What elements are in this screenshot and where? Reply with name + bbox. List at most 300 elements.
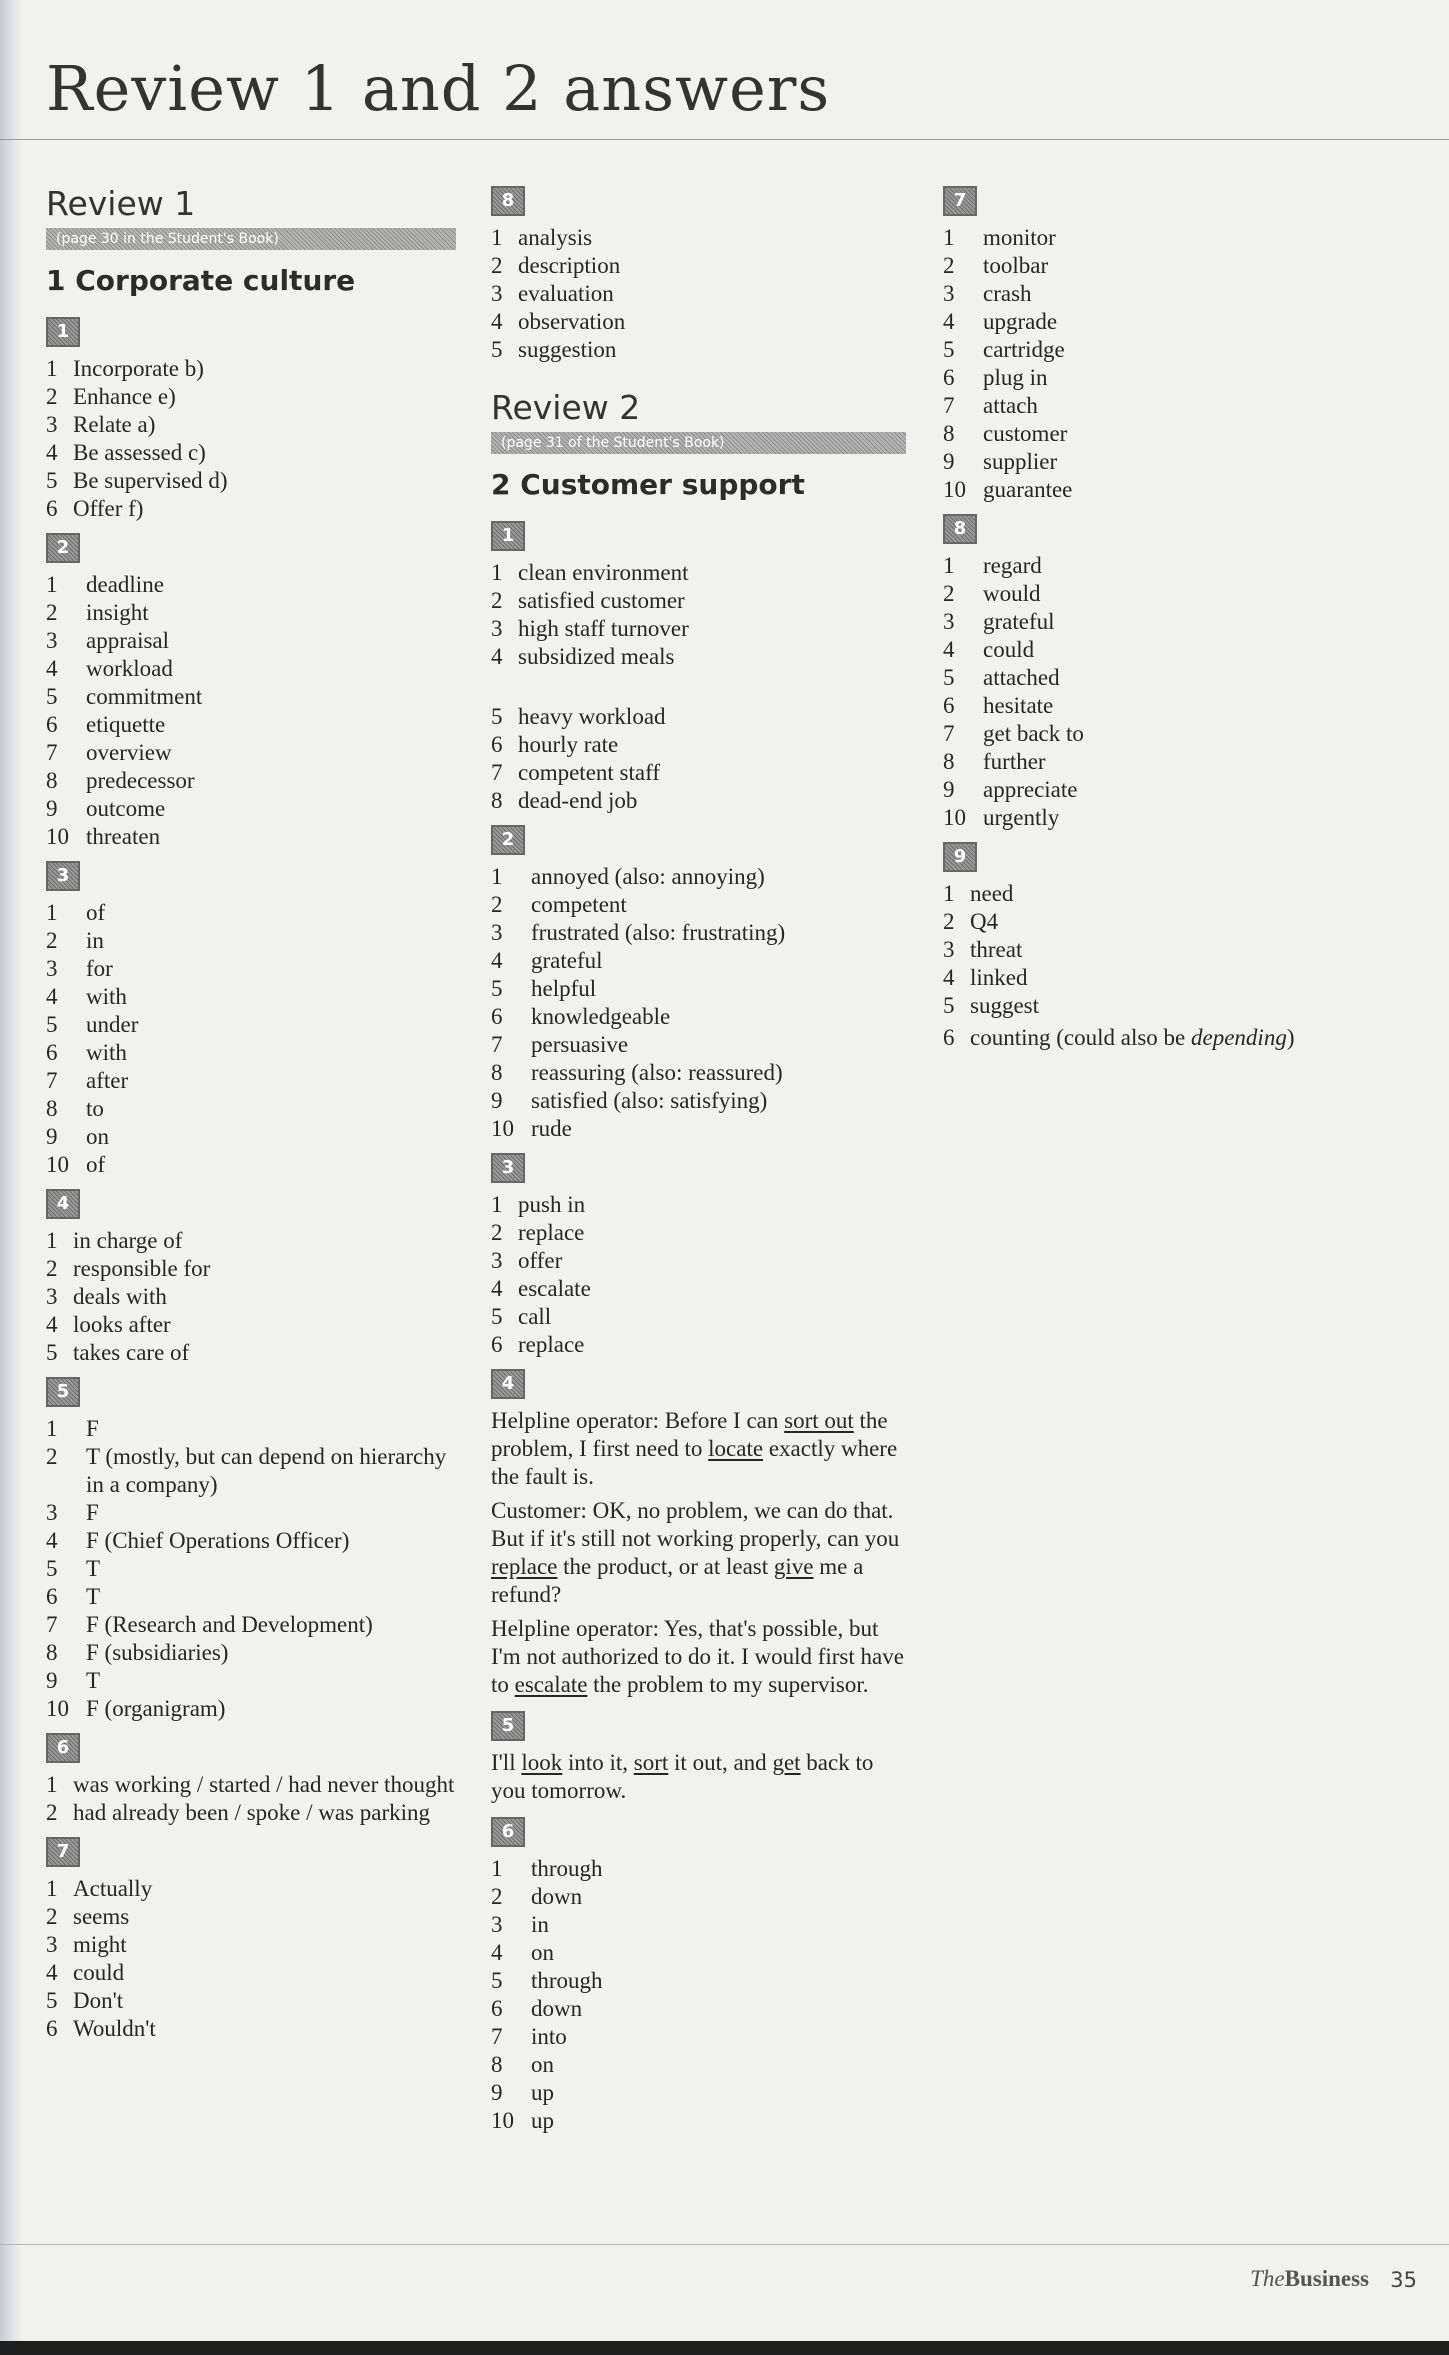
list-item xyxy=(491,615,906,643)
exercise-badge: 7 xyxy=(943,186,977,216)
item-answer: was working / started / had never thought xyxy=(73,1772,455,1798)
item-answer: F (subsidiaries) xyxy=(86,1640,229,1666)
exercise-badge: 7 xyxy=(46,1837,80,1867)
exercise-badge: 5 xyxy=(491,1711,525,1741)
list-item xyxy=(491,643,906,671)
item-number: 9 xyxy=(46,1124,58,1150)
list-item xyxy=(491,787,906,815)
item-answer: frustrated (also: frustrating) xyxy=(531,920,786,946)
item-number: 1 xyxy=(46,356,58,382)
item-number: 4 xyxy=(491,309,503,334)
item-number: 5 xyxy=(491,704,503,730)
item-number: 6 xyxy=(46,1584,58,1610)
list-item xyxy=(943,392,1363,420)
item-answer: replace xyxy=(518,1332,585,1358)
column-3 xyxy=(943,186,1363,1056)
answer-list xyxy=(943,880,1363,1020)
item-answer: outcome xyxy=(86,796,166,822)
answer-list xyxy=(491,703,906,815)
list-item xyxy=(943,776,1363,804)
exercise-badge: 2 xyxy=(491,825,525,855)
item-answer: deals with xyxy=(73,1284,167,1310)
item-answer: responsible for xyxy=(73,1256,211,1282)
item-number: 6 xyxy=(491,732,503,758)
item-number: 10 xyxy=(943,477,966,502)
list-item xyxy=(46,1667,456,1695)
answer-list xyxy=(491,224,906,364)
item-answer: through xyxy=(531,1968,603,1994)
list-item xyxy=(491,2051,906,2079)
item-answer: with xyxy=(86,1040,127,1066)
answer-list xyxy=(46,1227,456,1367)
item-number: 4 xyxy=(491,1940,503,1966)
item-number: 3 xyxy=(943,609,955,634)
item-number: 2 xyxy=(943,909,955,934)
item-number: 9 xyxy=(491,2080,503,2106)
item-answer: F (Chief Operations Officer) xyxy=(86,1528,350,1554)
review-2-heading: Review 2 xyxy=(491,388,641,427)
list-item xyxy=(491,252,906,280)
item-answer: in xyxy=(86,928,104,954)
item-answer: etiquette xyxy=(86,712,166,738)
exercise-badge: 5 xyxy=(46,1377,80,1407)
list-item xyxy=(943,420,1363,448)
title-divider xyxy=(0,139,1449,140)
list-item xyxy=(46,1695,456,1723)
item-number: 8 xyxy=(491,1060,503,1086)
list-item xyxy=(46,1039,456,1067)
item-answer: could xyxy=(73,1960,125,1986)
item-answer: up xyxy=(531,2080,554,2106)
list-item xyxy=(491,1967,906,1995)
item-number: 5 xyxy=(46,1340,58,1366)
item-number: 9 xyxy=(943,777,955,802)
item-number: 10 xyxy=(491,1116,514,1142)
page-title: Review 1 and 2 answers xyxy=(46,52,831,125)
item-answer: further xyxy=(983,749,1046,774)
item-answer: with xyxy=(86,984,127,1010)
item-answer: suggestion xyxy=(518,337,617,362)
column-1 xyxy=(46,186,456,2047)
review-2-page-ref: (page 31 of the Student's Book) xyxy=(491,432,906,454)
item-number: 2 xyxy=(943,253,955,278)
item-number: 7 xyxy=(491,1032,503,1058)
item-number: 1 xyxy=(943,881,955,906)
item-answer: had already been / spoke / was parking xyxy=(73,1800,431,1826)
item-number: 5 xyxy=(46,684,58,710)
item-number: 5 xyxy=(943,665,955,690)
exercise-badge: 1 xyxy=(46,317,80,347)
item-answer: appreciate xyxy=(983,777,1078,802)
item-answer: competent staff xyxy=(518,760,660,786)
list-item xyxy=(46,1639,456,1667)
item-number: 6 xyxy=(46,712,58,738)
item-number: 1 xyxy=(46,1416,58,1442)
item-number: 5 xyxy=(943,993,955,1018)
item-number: 1 xyxy=(46,1772,58,1798)
item-answer: reassuring (also: reassured) xyxy=(531,1060,783,1086)
list-item xyxy=(491,1059,906,1087)
list-item xyxy=(46,495,456,523)
list-item xyxy=(943,880,1363,908)
item-answer: annoyed (also: annoying) xyxy=(531,864,765,890)
item-answer: Offer f) xyxy=(73,496,144,522)
list-item xyxy=(46,1011,456,1039)
list-item xyxy=(46,823,456,851)
page-gutter-shadow xyxy=(0,0,22,2355)
item-answer: in xyxy=(531,1912,549,1938)
item-answer: escalate xyxy=(518,1276,591,1302)
item-answer: upgrade xyxy=(983,309,1058,334)
item-answer: through xyxy=(531,1856,603,1882)
list-item xyxy=(46,1771,456,1799)
item-answer: to xyxy=(86,1096,104,1122)
list-item xyxy=(491,336,906,364)
list-item xyxy=(46,411,456,439)
list-item xyxy=(943,664,1363,692)
item-answer: T xyxy=(86,1556,101,1582)
item-number: 5 xyxy=(491,976,503,1002)
exercise-badge: 6 xyxy=(46,1733,80,1763)
item-answer: F (Research and Development) xyxy=(86,1612,373,1638)
item-answer: insight xyxy=(86,600,149,626)
list-item xyxy=(46,1227,456,1255)
item-number: 4 xyxy=(46,656,58,682)
item-number: 3 xyxy=(943,937,955,962)
item-answer: Be assessed c) xyxy=(73,440,206,466)
answer-list xyxy=(46,571,456,851)
list-item xyxy=(943,992,1363,1020)
item-answer: satisfied customer xyxy=(518,588,685,614)
item-number: 2 xyxy=(46,1800,58,1826)
answer-word: give xyxy=(773,1554,814,1580)
item-number: 4 xyxy=(46,1528,58,1554)
list-item xyxy=(491,2023,906,2051)
list-item xyxy=(943,476,1363,504)
item-answer: hesitate xyxy=(983,693,1054,718)
item-number: 1 xyxy=(943,225,955,250)
item-answer: appraisal xyxy=(86,628,170,654)
list-item xyxy=(46,383,456,411)
item-answer: description xyxy=(518,253,621,278)
list-item xyxy=(491,280,906,308)
exercise-badge: 6 xyxy=(491,1817,525,1847)
item-answer: Enhance e) xyxy=(73,384,176,410)
answer-list xyxy=(491,559,906,671)
list-item xyxy=(46,1527,456,1555)
item-number: 8 xyxy=(943,421,955,446)
item-number: 6 xyxy=(491,1996,503,2022)
item-number: 2 xyxy=(943,581,955,606)
item-number: 5 xyxy=(46,468,58,494)
item-answer: customer xyxy=(983,421,1068,446)
exercise-badge: 9 xyxy=(943,842,977,872)
item-number: 4 xyxy=(943,309,955,334)
dialogue-operator-2: Helpline operator: Yes, that's possible, but I'm not authorized to do it. I would first have to escalate the problem to my supervisor. xyxy=(491,1616,904,1698)
item-answer: commitment xyxy=(86,684,203,710)
list-item xyxy=(943,580,1363,608)
item-number: 3 xyxy=(491,920,503,946)
list-item xyxy=(943,964,1363,992)
list-item xyxy=(491,1911,906,1939)
list-item xyxy=(943,608,1363,636)
item-answer: on xyxy=(531,1940,554,1966)
item-number: 1 xyxy=(491,864,503,890)
list-item xyxy=(46,927,456,955)
item-number: 7 xyxy=(491,760,503,786)
item-answer: into xyxy=(531,2024,567,2050)
item-answer: satisfied (also: satisfying) xyxy=(531,1088,768,1114)
item-answer: after xyxy=(86,1068,129,1094)
item-number: 3 xyxy=(46,1500,58,1526)
list-item: 6 counting (could also be depending) xyxy=(943,1025,1295,1050)
list-item xyxy=(491,1191,906,1219)
list-item xyxy=(943,692,1363,720)
exercise-badge: 4 xyxy=(491,1369,525,1399)
item-answer: threaten xyxy=(86,824,161,850)
item-number: 4 xyxy=(491,1276,503,1302)
exercise-badge: 3 xyxy=(46,861,80,891)
list-item xyxy=(491,559,906,587)
item-answer: high staff turnover xyxy=(518,616,689,642)
list-item xyxy=(943,720,1363,748)
item-number: 1 xyxy=(943,553,955,578)
item-answer: regard xyxy=(983,553,1042,578)
list-item xyxy=(491,1939,906,1967)
item-number: 3 xyxy=(491,1248,503,1274)
item-answer: hourly rate xyxy=(518,732,619,758)
answer-list xyxy=(491,1855,906,2135)
list-item xyxy=(491,1087,906,1115)
item-number: 8 xyxy=(46,1096,58,1122)
item-answer: observation xyxy=(518,309,626,334)
list-item xyxy=(46,1123,456,1151)
list-item xyxy=(491,308,906,336)
item-number: 6 xyxy=(46,496,58,522)
exercise-5-sentence: I'll look into it, sort it out, and get back to you tomorrow. xyxy=(491,1750,874,1804)
item-number: 4 xyxy=(943,965,955,990)
item-number: 10 xyxy=(491,2108,514,2134)
list-item xyxy=(491,1247,906,1275)
item-answer: T xyxy=(86,1668,101,1694)
item-number: 5 xyxy=(491,337,503,362)
item-number: 5 xyxy=(46,1556,58,1582)
item-answer: would xyxy=(983,581,1041,606)
list-item xyxy=(491,1331,906,1359)
item-answer: of xyxy=(86,900,106,926)
item-number: 3 xyxy=(491,1912,503,1938)
list-item xyxy=(943,908,1363,936)
item-answer: under xyxy=(86,1012,139,1038)
item-number: 7 xyxy=(46,1068,58,1094)
item-number: 2 xyxy=(46,600,58,626)
item-answer: Relate a) xyxy=(73,412,156,438)
list-item xyxy=(46,739,456,767)
list-item xyxy=(943,280,1363,308)
answer-list xyxy=(46,899,456,1179)
item-number: 2 xyxy=(46,1904,58,1930)
item-number: 1 xyxy=(491,1856,503,1882)
list-item xyxy=(491,1855,906,1883)
item-number: 5 xyxy=(491,1968,503,1994)
item-number: 2 xyxy=(491,892,503,918)
list-item xyxy=(46,1499,456,1527)
item-answer: workload xyxy=(86,656,173,682)
list-item xyxy=(943,448,1363,476)
item-number: 4 xyxy=(943,637,955,662)
item-answer: monitor xyxy=(983,225,1056,250)
item-number: 8 xyxy=(491,788,503,814)
list-item xyxy=(46,467,456,495)
answer-list xyxy=(491,863,906,1143)
item-number: 3 xyxy=(491,616,503,642)
list-item xyxy=(46,1151,456,1179)
review-1-page-ref: (page 30 in the Student's Book) xyxy=(46,228,456,250)
list-item xyxy=(491,1003,906,1031)
item-answer: push in xyxy=(518,1192,586,1218)
list-item xyxy=(46,655,456,683)
item-answer: on xyxy=(531,2052,554,2078)
item-answer: supplier xyxy=(983,449,1058,474)
item-number: 3 xyxy=(46,956,58,982)
list-item xyxy=(46,1095,456,1123)
exercise-badge: 2 xyxy=(46,533,80,563)
dialogue-operator-1: Helpline operator: Before I can sort out the problem, I first need to locate exactly where the fault is. xyxy=(491,1408,898,1490)
answer-list xyxy=(46,355,456,523)
item-answer: on xyxy=(86,1124,109,1150)
list-item xyxy=(491,587,906,615)
answer-word: sort xyxy=(633,1750,669,1776)
item-number: 3 xyxy=(46,412,58,438)
answer-word: sort out xyxy=(784,1408,854,1434)
list-item xyxy=(491,1115,906,1143)
item-answer: predecessor xyxy=(86,768,195,794)
answer-list xyxy=(943,552,1363,832)
review-1-heading: Review 1 xyxy=(46,184,196,223)
list-item xyxy=(943,308,1363,336)
list-item xyxy=(46,1339,456,1367)
exercise-badge: 4 xyxy=(46,1189,80,1219)
exercise-badge: 3 xyxy=(491,1153,525,1183)
answer-word: get xyxy=(772,1750,801,1776)
list-item xyxy=(46,627,456,655)
list-item xyxy=(46,767,456,795)
list-item xyxy=(491,224,906,252)
item-number: 10 xyxy=(943,805,966,830)
list-item xyxy=(943,748,1363,776)
list-item xyxy=(491,1303,906,1331)
list-item xyxy=(46,1987,456,2015)
item-answer: down xyxy=(531,1996,583,2022)
item-answer: competent xyxy=(531,892,627,918)
item-number: 4 xyxy=(46,1960,58,1986)
answer-list xyxy=(491,1191,906,1359)
item-number: 3 xyxy=(46,628,58,654)
item-number: 7 xyxy=(46,1612,58,1638)
list-item xyxy=(46,1959,456,1987)
item-number: 8 xyxy=(46,1640,58,1666)
list-item xyxy=(46,1903,456,1931)
item-number: 7 xyxy=(943,721,955,746)
item-answer: Wouldn't xyxy=(73,2016,156,2042)
item-answer: looks after xyxy=(73,1312,171,1338)
answer-word: replace xyxy=(491,1554,558,1580)
item-answer: could xyxy=(983,637,1035,662)
item-number: 4 xyxy=(46,1312,58,1338)
item-number: 4 xyxy=(491,948,503,974)
answer-list xyxy=(46,1875,456,2043)
list-item xyxy=(46,983,456,1011)
list-item xyxy=(46,1931,456,1959)
item-answer: get back to xyxy=(983,721,1084,746)
item-number: 1 xyxy=(46,572,58,598)
item-number: 2 xyxy=(491,588,503,614)
item-number: 2 xyxy=(491,1884,503,1910)
unit-2-heading: 2 Customer support xyxy=(491,468,805,502)
item-answer: T (mostly, but can depend on hierarchy in a company) xyxy=(86,1444,447,1498)
list-item xyxy=(46,1311,456,1339)
item-answer: analysis xyxy=(518,225,593,250)
item-answer: dead-end job xyxy=(518,788,638,814)
item-answer: crash xyxy=(983,281,1032,306)
item-answer: F (organigram) xyxy=(86,1696,226,1722)
exercise-badge: 8 xyxy=(943,514,977,544)
list-item xyxy=(943,636,1363,664)
item-answer: call xyxy=(518,1304,552,1330)
item-answer: attached xyxy=(983,665,1060,690)
item-answer: threat xyxy=(970,937,1023,962)
list-item xyxy=(491,2107,906,2135)
item-number: 4 xyxy=(46,440,58,466)
list-item xyxy=(943,364,1363,392)
item-number: 2 xyxy=(46,1256,58,1282)
list-item xyxy=(491,703,906,731)
item-number: 10 xyxy=(46,824,69,850)
answer-word: escalate xyxy=(514,1672,588,1698)
item-answer: overview xyxy=(86,740,172,766)
item-number: 1 xyxy=(46,900,58,926)
page-number: 35 xyxy=(1390,2268,1417,2292)
item-number: 6 xyxy=(943,365,955,390)
item-number: 9 xyxy=(46,796,58,822)
item-answer: clean environment xyxy=(518,560,689,586)
item-answer: F xyxy=(86,1500,99,1526)
item-answer: might xyxy=(73,1932,127,1958)
item-number: 6 xyxy=(46,1040,58,1066)
item-answer: Q4 xyxy=(970,909,999,934)
item-answer: linked xyxy=(970,965,1028,990)
item-answer: subsidized meals xyxy=(518,644,675,670)
item-number: 1 xyxy=(46,1228,58,1254)
list-item xyxy=(491,2079,906,2107)
item-answer: down xyxy=(531,1884,583,1910)
answer-list xyxy=(943,224,1363,504)
item-answer: need xyxy=(970,881,1014,906)
item-answer: offer xyxy=(518,1248,563,1274)
item-answer: deadline xyxy=(86,572,164,598)
item-number: 3 xyxy=(491,281,503,306)
item-number: 8 xyxy=(491,2052,503,2078)
list-item xyxy=(491,759,906,787)
item-answer: attach xyxy=(983,393,1038,418)
item-number: 2 xyxy=(491,1220,503,1246)
list-item xyxy=(46,571,456,599)
list-item xyxy=(46,1611,456,1639)
list-item xyxy=(943,936,1363,964)
list-item xyxy=(46,795,456,823)
list-item xyxy=(943,804,1363,832)
list-item xyxy=(491,1275,906,1303)
